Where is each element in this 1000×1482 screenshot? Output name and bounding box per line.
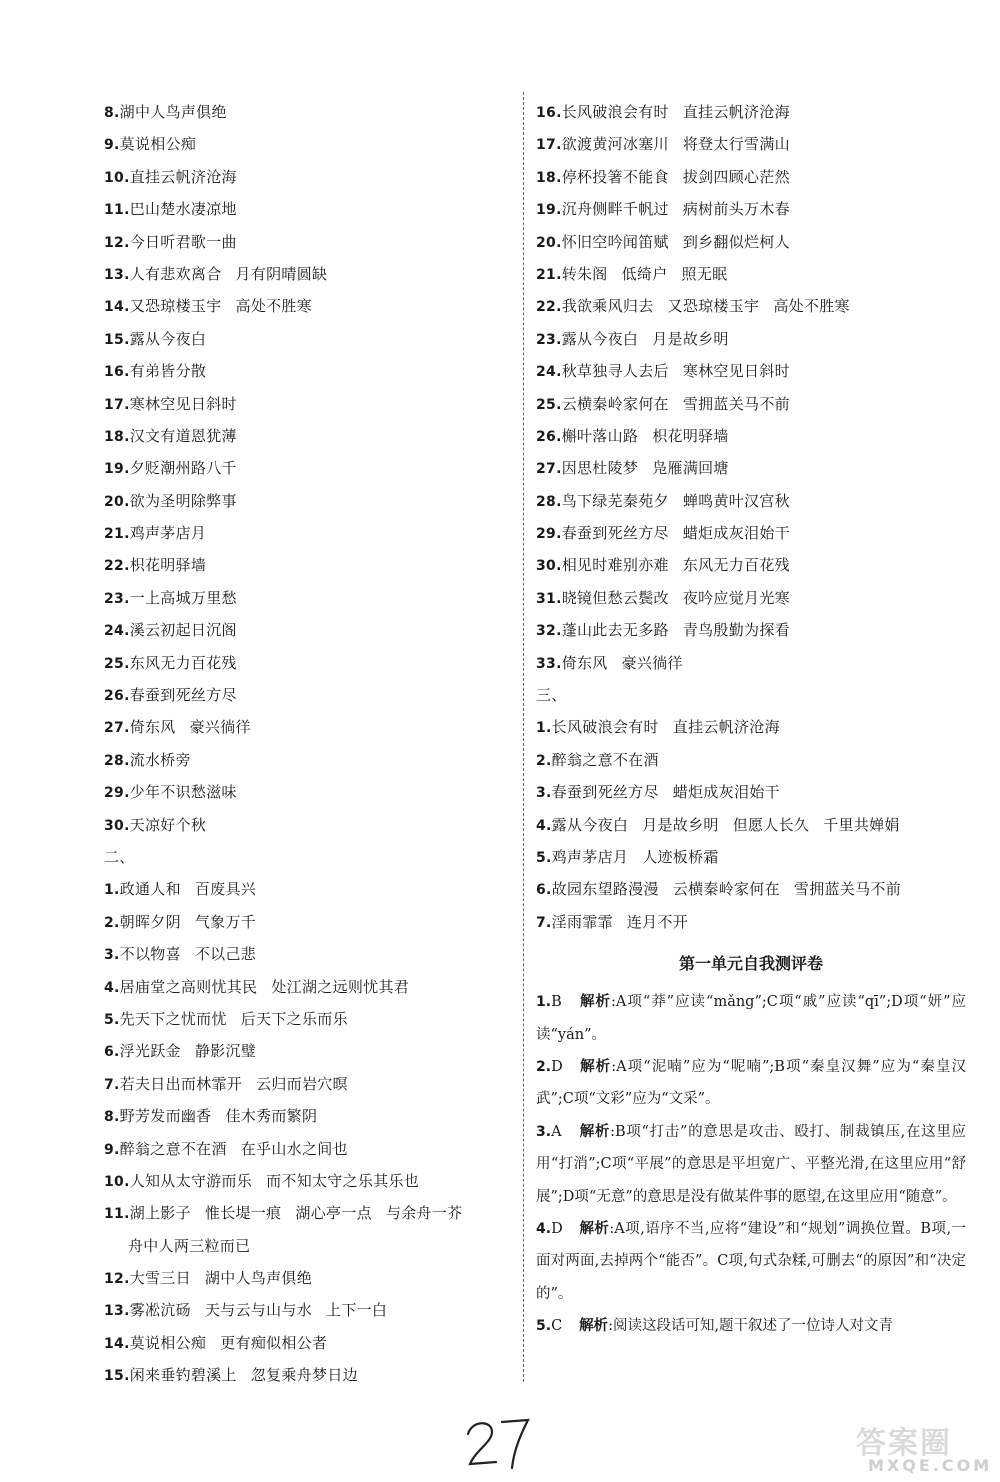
answer-line bbox=[104, 1133, 514, 1165]
answer-text: 故园东望路漫漫 bbox=[551, 880, 659, 899]
item-number: 32. bbox=[536, 623, 562, 640]
answer-text: 湖心亭一点 bbox=[295, 1204, 372, 1223]
item-number: 3. bbox=[536, 785, 552, 802]
section-title: 第一单元自我测评卷 bbox=[678, 954, 823, 974]
answer-text: 蜡炬成灰泪始干 bbox=[672, 783, 780, 802]
item-number: 12. bbox=[104, 234, 130, 251]
answer-line bbox=[536, 841, 966, 873]
answer-line bbox=[104, 582, 514, 614]
item-number: 25. bbox=[536, 396, 562, 413]
answer-line bbox=[104, 323, 514, 355]
answer-line bbox=[104, 290, 514, 322]
explanation-text: :A项“莽”应读“mǎng”;C项“戚”应读“qī”;D项“妍”应读“yán”。 bbox=[536, 994, 966, 1043]
explanation-item bbox=[536, 986, 966, 1051]
answer-text: 政通人和 bbox=[119, 880, 181, 899]
answer-choice: B bbox=[551, 994, 562, 1011]
answer-text: 鸡声茅店月 bbox=[551, 847, 629, 866]
answer-text: 又恐琼楼玉宇 bbox=[667, 297, 760, 316]
item-number: 33. bbox=[536, 655, 562, 672]
item-number: 14. bbox=[104, 1335, 130, 1352]
answer-text: 云归而岩穴暝 bbox=[256, 1074, 348, 1093]
answer-text: 一上高城万里愁 bbox=[129, 588, 237, 607]
answer-text: 沉舟侧畔千帆过 bbox=[561, 200, 669, 219]
item-number: 21. bbox=[536, 266, 562, 283]
item-number: 5. bbox=[536, 1318, 552, 1335]
answer-text: 怀旧空吟闻笛赋 bbox=[561, 232, 669, 251]
answer-line bbox=[104, 938, 514, 970]
explanation-label: 解析 bbox=[579, 1318, 609, 1335]
item-number: 1. bbox=[536, 720, 552, 737]
answer-text: 到乡翻似烂柯人 bbox=[682, 232, 790, 251]
answer-line bbox=[104, 226, 514, 258]
item-number: 29. bbox=[536, 526, 562, 543]
left-column bbox=[104, 96, 514, 1392]
answer-text: 寒林空见日斜时 bbox=[682, 362, 790, 381]
answer-line bbox=[104, 679, 514, 711]
answer-text: 又恐琼楼玉宇 bbox=[129, 297, 222, 316]
continuation-line: 舟中人两三粒而已 bbox=[128, 1236, 251, 1255]
answer-line bbox=[104, 1003, 514, 1035]
explanation-text: :阅读这段话可知,题干叙述了一位诗人对文青 bbox=[608, 1318, 894, 1335]
answer-text: 天与云与山与水 bbox=[204, 1301, 313, 1320]
answer-line bbox=[104, 96, 514, 128]
answer-text: 不以物喜 bbox=[119, 945, 181, 964]
answer-text: 豪兴徜徉 bbox=[621, 653, 683, 672]
item-number: 20. bbox=[536, 234, 562, 251]
answer-line bbox=[104, 1359, 514, 1391]
answer-text: 莫说相公痴 bbox=[119, 135, 197, 154]
watermark-sub-text: MXQE.COM bbox=[868, 1456, 993, 1475]
answer-text: 蝉鸣黄叶汉宫秋 bbox=[682, 491, 790, 510]
explanation-item bbox=[536, 1051, 966, 1116]
answer-line bbox=[536, 517, 966, 549]
item-number: 28. bbox=[536, 493, 562, 510]
answer-text: 后天下之乐而乐 bbox=[240, 1009, 348, 1028]
answer-text: 春蚕到死丝方尽 bbox=[551, 783, 659, 802]
answer-text: 上下一白 bbox=[326, 1301, 388, 1320]
answer-line bbox=[536, 873, 966, 905]
answer-text: 直挂云帆济沧海 bbox=[672, 718, 780, 737]
answer-text: 转朱阁 bbox=[561, 264, 608, 283]
item-number: 1. bbox=[104, 882, 120, 899]
item-number: 30. bbox=[536, 558, 562, 575]
answer-line bbox=[104, 1262, 514, 1294]
answer-line bbox=[536, 226, 966, 258]
answer-text: 长风破浪会有时 bbox=[551, 718, 659, 737]
answer-line bbox=[536, 906, 966, 938]
item-number: 12. bbox=[104, 1271, 130, 1288]
answer-text: 鸡声茅店月 bbox=[129, 524, 207, 543]
answer-line bbox=[104, 1035, 514, 1067]
answer-text: 秋草独寻人去后 bbox=[561, 362, 669, 381]
answer-line bbox=[104, 1197, 514, 1229]
answer-text: 倚东风 bbox=[129, 718, 176, 737]
answer-line bbox=[104, 549, 514, 581]
answer-line bbox=[104, 420, 514, 452]
answer-line bbox=[104, 873, 514, 905]
answer-text: 在乎山水之间也 bbox=[240, 1139, 348, 1158]
answer-text: 枳花明驿墙 bbox=[129, 556, 207, 575]
right-answer-list bbox=[536, 96, 966, 938]
answer-text: 佳木秀而繁阴 bbox=[225, 1107, 318, 1126]
answer-text: 今日听君歌一曲 bbox=[129, 232, 237, 251]
answer-text: 拔剑四顾心茫然 bbox=[682, 167, 790, 186]
answer-text: 人有悲欢离合 bbox=[129, 264, 222, 283]
answer-text: 但愿人长久 bbox=[732, 815, 810, 834]
item-number: 5. bbox=[536, 849, 552, 866]
item-number: 22. bbox=[104, 558, 130, 575]
item-number: 21. bbox=[104, 526, 130, 543]
answer-choice: C bbox=[551, 1318, 563, 1335]
item-number: 10. bbox=[104, 169, 130, 186]
item-number: 14. bbox=[104, 299, 130, 316]
answer-text: 东风无力百花残 bbox=[129, 653, 237, 672]
answer-line bbox=[536, 193, 966, 225]
answer-text: 寒林空见日斜时 bbox=[129, 394, 237, 413]
item-number: 27. bbox=[104, 720, 130, 737]
answer-text: 野芳发而幽香 bbox=[119, 1107, 212, 1126]
item-number: 4. bbox=[536, 817, 552, 834]
answer-text: 东风无力百花残 bbox=[682, 556, 790, 575]
answer-text: 蜡炬成灰泪始干 bbox=[682, 524, 790, 543]
watermark-logo bbox=[856, 1418, 996, 1478]
answer-text: 照无眠 bbox=[681, 264, 728, 283]
answer-text: 春蚕到死丝方尽 bbox=[561, 524, 669, 543]
answer-text: 低绮户 bbox=[621, 264, 668, 283]
answer-line bbox=[536, 323, 966, 355]
answer-line bbox=[104, 1100, 514, 1132]
answer-line bbox=[104, 711, 514, 743]
answer-text: 大雪三日 bbox=[129, 1269, 191, 1288]
answer-text: 倚东风 bbox=[561, 653, 608, 672]
answer-text: 高处不胜寒 bbox=[773, 297, 850, 316]
answer-text: 天凉好个秋 bbox=[129, 815, 207, 834]
item-number: 13. bbox=[104, 266, 130, 283]
answer-line bbox=[104, 193, 514, 225]
answer-explanations bbox=[536, 986, 966, 1342]
answer-text: 人迹板桥霜 bbox=[642, 847, 719, 866]
answer-text: 醉翁之意不在酒 bbox=[119, 1139, 227, 1158]
item-number: 6. bbox=[104, 1044, 120, 1061]
explanation-text: :A项,语序不当,应将“建设”和“规划”调换位置。B项,一面对两面,去掉两个“能否”。C项,句式杂糅,可删去“的原因”和“决定的”。 bbox=[536, 1221, 966, 1302]
item-number: 20. bbox=[104, 493, 130, 510]
answer-line bbox=[536, 290, 966, 322]
answer-line bbox=[536, 744, 966, 776]
answer-text: 与余舟一芥 bbox=[385, 1204, 463, 1223]
explanation-label: 解析 bbox=[579, 1123, 611, 1140]
item-number: 23. bbox=[104, 590, 130, 607]
item-number: 9. bbox=[104, 1141, 120, 1158]
answer-text: 枳花明驿墙 bbox=[652, 426, 729, 445]
answer-line bbox=[104, 1327, 514, 1359]
item-number: 3. bbox=[536, 1123, 552, 1140]
answer-line bbox=[104, 128, 514, 160]
item-number: 8. bbox=[104, 1109, 120, 1126]
answer-line bbox=[536, 647, 966, 679]
answer-line bbox=[104, 485, 514, 517]
answer-text: 浮光跃金 bbox=[119, 1042, 181, 1061]
item-number: 2. bbox=[536, 1058, 552, 1075]
explanation-item bbox=[536, 1213, 966, 1310]
answer-text: 静影沉璧 bbox=[194, 1042, 257, 1061]
answer-text: 居庙堂之高则忧其民 bbox=[119, 977, 258, 996]
item-number: 4. bbox=[104, 979, 120, 996]
answer-text: 高处不胜寒 bbox=[235, 297, 313, 316]
answer-line bbox=[104, 776, 514, 808]
item-number: 19. bbox=[536, 202, 562, 219]
answer-text: 直挂云帆济沧海 bbox=[129, 167, 237, 186]
answer-text: 溪云初起日沉阁 bbox=[129, 621, 237, 640]
item-number: 16. bbox=[104, 364, 130, 381]
answer-line bbox=[104, 647, 514, 679]
explanation-label: 解析 bbox=[579, 994, 611, 1011]
answer-text: 气象万千 bbox=[194, 912, 257, 931]
explanation-item bbox=[536, 1310, 966, 1342]
answer-text: 流水桥旁 bbox=[129, 750, 191, 769]
item-number: 31. bbox=[536, 590, 562, 607]
answer-text: 醉翁之意不在酒 bbox=[551, 750, 659, 769]
answer-text: 惟长堤一痕 bbox=[204, 1204, 282, 1223]
item-number: 26. bbox=[104, 688, 130, 705]
handwritten-page-number bbox=[458, 1412, 548, 1472]
item-number: 23. bbox=[536, 331, 562, 348]
answer-line bbox=[536, 711, 966, 743]
item-number: 22. bbox=[536, 299, 562, 316]
answer-text: 槲叶落山路 bbox=[561, 426, 639, 445]
item-number: 4. bbox=[536, 1221, 552, 1237]
answer-line bbox=[536, 420, 966, 452]
item-number: 5. bbox=[104, 1011, 120, 1028]
answer-text: 朝晖夕阴 bbox=[119, 912, 181, 931]
answer-text: 湖中人鸟声俱绝 bbox=[119, 103, 227, 121]
answer-line bbox=[104, 1068, 514, 1100]
answer-text: 淫雨霏霏 bbox=[551, 912, 613, 931]
answer-text: 停杯投箸不能食 bbox=[561, 167, 669, 186]
item-number: 17. bbox=[104, 396, 130, 413]
answer-text: 蓬山此去无多路 bbox=[561, 621, 669, 640]
answer-line bbox=[536, 355, 966, 387]
answer-text: 不以己悲 bbox=[194, 945, 257, 964]
answer-text: 连月不开 bbox=[626, 912, 689, 931]
item-number: 11. bbox=[104, 1206, 130, 1223]
right-column bbox=[536, 96, 966, 1343]
answer-text: 相见时难别亦难 bbox=[561, 556, 669, 575]
answer-text: 夕贬潮州路八千 bbox=[129, 459, 237, 478]
explanation-item bbox=[536, 1116, 966, 1213]
item-number: 25. bbox=[104, 655, 130, 672]
item-number: 6. bbox=[536, 882, 552, 899]
answer-text: 长风破浪会有时 bbox=[561, 103, 669, 121]
item-number: 2. bbox=[104, 914, 120, 931]
item-number: 11. bbox=[104, 202, 130, 219]
answer-text: 欲为圣明除弊事 bbox=[129, 491, 237, 510]
item-number: 15. bbox=[104, 1368, 130, 1385]
answer-line bbox=[104, 744, 514, 776]
answer-text: 直挂云帆济沧海 bbox=[682, 103, 790, 121]
answer-text: 人知从太守游而乐 bbox=[129, 1171, 253, 1190]
answer-text: 而不知太守之乐其乐也 bbox=[266, 1171, 420, 1190]
answer-text: 处江湖之远则忧其君 bbox=[271, 977, 410, 996]
answer-line bbox=[104, 971, 514, 1003]
answer-text: 露从今夜白 bbox=[551, 815, 629, 834]
answer-text: 豪兴徜徉 bbox=[189, 718, 251, 737]
answer-text: 雪拥蓝关马不前 bbox=[682, 394, 790, 413]
answer-text: 月是故乡明 bbox=[642, 815, 719, 834]
item-number: 28. bbox=[104, 752, 130, 769]
answer-text: 青鸟殷勤为探看 bbox=[682, 621, 790, 640]
answer-text: 将登太行雪满山 bbox=[682, 135, 790, 154]
answer-text: 忽复乘舟梦日边 bbox=[250, 1366, 358, 1385]
explanation-text: :B项“打击”的意思是攻击、殴打、制裁镇压,在这里应用“打消”;C项“平展”的意思是平坦宽广、平整光滑,在这里应用“舒展”;D项“无意”的意思是没有做某件事的愿望,在这里应用“随意”。 bbox=[536, 1123, 967, 1205]
answer-text: 病树前头万木春 bbox=[682, 200, 790, 219]
answer-text: 夜吟应觉月光寒 bbox=[682, 588, 790, 607]
answer-text: 千里共婵娟 bbox=[823, 815, 900, 834]
item-number: 7. bbox=[104, 1076, 120, 1093]
answer-line bbox=[104, 614, 514, 646]
item-number: 24. bbox=[536, 364, 562, 381]
answer-line bbox=[536, 776, 966, 808]
item-number: 8. bbox=[104, 105, 120, 121]
answer-line bbox=[536, 485, 966, 517]
answer-choice: D bbox=[551, 1221, 563, 1237]
item-number: 18. bbox=[104, 428, 130, 445]
item-number: 1. bbox=[536, 994, 552, 1011]
explanation-label: 解析 bbox=[579, 1058, 612, 1075]
answer-choice: A bbox=[551, 1123, 562, 1140]
answer-text: 露从今夜白 bbox=[129, 329, 207, 348]
answer-line bbox=[104, 906, 514, 938]
answer-line bbox=[536, 809, 966, 841]
answer-line bbox=[536, 161, 966, 193]
answer-line bbox=[104, 355, 514, 387]
answer-text: 雾凇沆砀 bbox=[129, 1301, 191, 1320]
item-number: 2. bbox=[536, 752, 552, 769]
section-heading: 三、 bbox=[536, 686, 567, 705]
item-number: 16. bbox=[536, 105, 562, 121]
item-number: 27. bbox=[536, 461, 562, 478]
answer-line bbox=[536, 128, 966, 160]
answer-text: 月是故乡明 bbox=[652, 329, 729, 348]
answer-text: 鸟下绿芜秦苑夕 bbox=[561, 491, 669, 510]
answer-text: 有弟皆分散 bbox=[129, 362, 207, 381]
answer-line bbox=[536, 96, 966, 128]
answer-line bbox=[536, 452, 966, 484]
answer-text: 雪拥蓝关马不前 bbox=[793, 880, 901, 899]
item-number: 7. bbox=[536, 914, 552, 931]
answer-text: 月有阴晴圆缺 bbox=[235, 264, 328, 283]
answer-text: 露从今夜白 bbox=[561, 329, 639, 348]
item-number: 19. bbox=[104, 461, 130, 478]
item-number: 15. bbox=[104, 331, 130, 348]
column-divider bbox=[523, 92, 524, 1382]
answer-text: 凫雁满回塘 bbox=[652, 459, 729, 478]
answer-line bbox=[104, 161, 514, 193]
answer-line bbox=[536, 614, 966, 646]
item-number: 13. bbox=[104, 1303, 130, 1320]
answer-text: 晓镜但愁云鬓改 bbox=[561, 588, 669, 607]
item-number: 18. bbox=[536, 169, 562, 186]
answer-text: 闲来垂钓碧溪上 bbox=[129, 1366, 237, 1385]
answer-line bbox=[104, 517, 514, 549]
answer-text: 汉文有道恩犹薄 bbox=[129, 426, 237, 445]
answer-text: 欲渡黄河冰塞川 bbox=[561, 135, 669, 154]
answer-text: 春蚕到死丝方尽 bbox=[129, 686, 237, 705]
item-number: 10. bbox=[104, 1173, 130, 1190]
answer-text: 少年不识愁滋味 bbox=[129, 783, 237, 802]
answer-line bbox=[536, 582, 966, 614]
answer-choice: D bbox=[551, 1058, 563, 1075]
answer-line bbox=[536, 549, 966, 581]
explanation-text: :A项“泥喃”应为“呢喃”;B项“秦皇汉舞”应为“秦皇汉武”;C项“文彩”应为“文采”。 bbox=[536, 1058, 966, 1108]
item-number: 26. bbox=[536, 428, 562, 445]
answer-line bbox=[536, 258, 966, 290]
answer-text: 百废具兴 bbox=[194, 880, 257, 899]
answer-line bbox=[104, 1294, 514, 1326]
answer-text: 湖中人鸟声俱绝 bbox=[204, 1269, 313, 1288]
answer-line bbox=[104, 809, 514, 841]
section-heading: 二、 bbox=[104, 847, 135, 866]
item-number: 17. bbox=[536, 137, 562, 154]
answer-text: 因思杜陵梦 bbox=[561, 459, 639, 478]
item-number: 24. bbox=[104, 623, 130, 640]
answer-text: 我欲乘风归去 bbox=[561, 297, 654, 316]
answer-text: 巴山楚水凄凉地 bbox=[129, 200, 237, 219]
answer-line bbox=[104, 1165, 514, 1197]
answer-text: 湖上影子 bbox=[129, 1204, 191, 1223]
watermark-main-text: 答案圈 bbox=[856, 1426, 952, 1461]
answer-line bbox=[536, 388, 966, 420]
item-number: 30. bbox=[104, 817, 130, 834]
answer-text: 云横秦岭家何在 bbox=[672, 880, 780, 899]
answer-line bbox=[104, 388, 514, 420]
item-number: 9. bbox=[104, 137, 120, 154]
explanation-label: 解析 bbox=[579, 1221, 610, 1237]
answer-text: 先天下之忧而忧 bbox=[119, 1009, 227, 1028]
item-number: 29. bbox=[104, 785, 130, 802]
answer-line bbox=[104, 452, 514, 484]
answer-text: 更有痴似相公者 bbox=[220, 1333, 328, 1352]
answer-line bbox=[104, 258, 514, 290]
answer-text: 云横秦岭家何在 bbox=[561, 394, 669, 413]
answer-text: 莫说相公痴 bbox=[129, 1333, 207, 1352]
item-number: 3. bbox=[104, 947, 120, 964]
answer-text: 若夫日出而林霏开 bbox=[119, 1074, 243, 1093]
